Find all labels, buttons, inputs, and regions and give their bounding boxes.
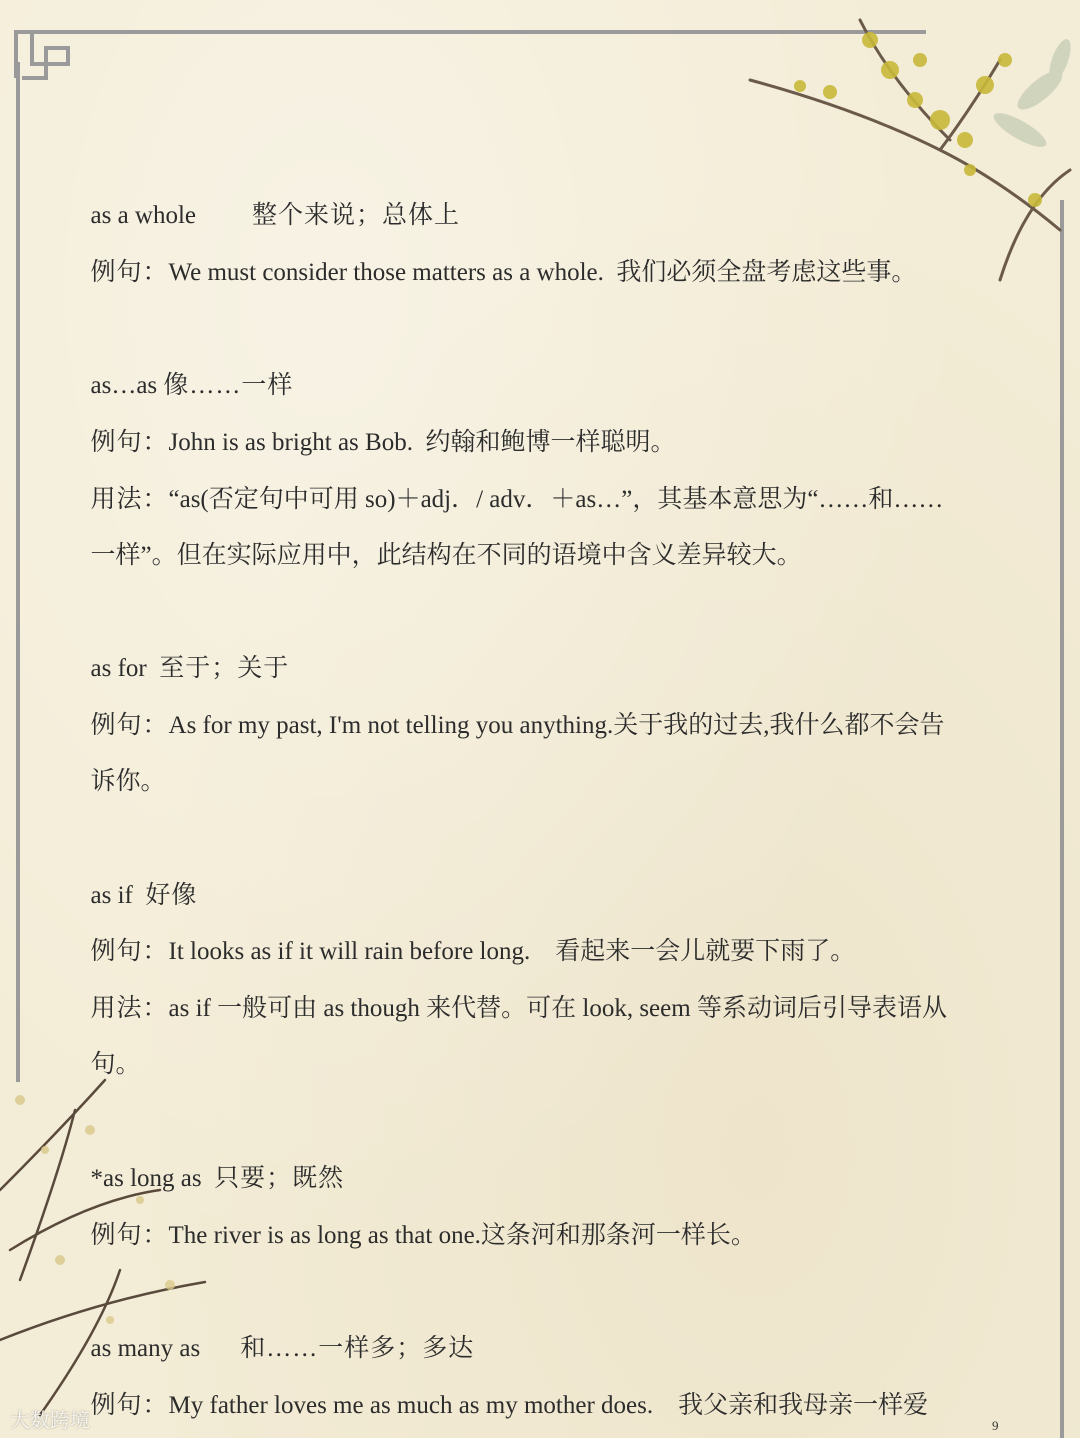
usage-line-continued: [78, 514, 802, 569]
phrase-text: as if: [90, 881, 133, 909]
meaning-text: 只要；既然: [214, 1164, 345, 1192]
entry-heading: [78, 1307, 474, 1362]
example-line: [78, 401, 675, 456]
page-number: 9: [992, 1418, 999, 1433]
corner-ornament-icon: [14, 28, 74, 84]
phrase-text: *as long as: [90, 1164, 202, 1192]
meaning-text: 和……一样多；多达: [240, 1334, 475, 1362]
example-label: 例句：: [90, 258, 169, 286]
example-line: [78, 910, 855, 965]
example-label: 例句：: [90, 711, 169, 739]
example-line: [78, 1194, 756, 1249]
frame-left-border: [16, 62, 20, 1082]
usage-line: [78, 458, 943, 513]
meaning-text: 至于；关于: [159, 654, 290, 682]
example-label: 例句：: [90, 937, 169, 965]
example-line: [78, 684, 945, 739]
usage-line-continued: [78, 1023, 141, 1078]
entry-heading: [78, 1137, 344, 1192]
entry-heading: [78, 854, 197, 909]
usage-text: 一样”。但在实际应用中，此结构在不同的语境中含义差异较大。: [90, 541, 802, 569]
example-text: 诉你。: [90, 767, 166, 795]
frame-right-border: [1060, 200, 1064, 1438]
phrase-text: as…as: [90, 371, 158, 399]
example-text: We must consider those matters as a whole. 我们必须全盘考虑这些事。: [168, 258, 917, 286]
example-line-continued: [78, 740, 166, 795]
example-text: John is as bright as Bob. 约翰和鲍博一样聪明。: [168, 428, 676, 456]
meaning-text: 像……一样: [163, 371, 294, 399]
entry-heading: [78, 627, 289, 682]
example-label: 例句：: [90, 1391, 169, 1419]
usage-line: [78, 967, 947, 1022]
example-text: My father loves me as much as my mother does. 我父亲和我母亲一样爱: [168, 1391, 929, 1419]
entry-heading: [78, 174, 460, 229]
example-label: 例句：: [90, 1221, 169, 1249]
phrase-text: as many as: [90, 1334, 201, 1362]
example-text: It looks as if it will rain before long. 看起来一会儿就要下雨了。: [168, 937, 856, 965]
example-label: 例句：: [90, 428, 169, 456]
entry-heading: [78, 344, 293, 399]
phrase-text: as for: [90, 654, 147, 682]
example-line: [78, 1364, 928, 1419]
usage-label: 用法：: [90, 994, 169, 1022]
usage-text: 句。: [90, 1050, 141, 1078]
usage-text: as if 一般可由 as though 来代替。可在 look, seem 等系动词后引导表语从: [168, 994, 947, 1022]
example-text: The river is as long as that one.这条河和那条河一样长。: [168, 1221, 756, 1249]
meaning-text: 整个来说；总体上: [252, 201, 461, 229]
watermark-text: 大数跨境: [10, 1410, 90, 1432]
example-text: As for my past, I'm not telling you anything.关于我的过去,我什么都不会告: [168, 711, 945, 739]
usage-text: “as(否定句中可用 so)＋adj．/ adv．＋as…”，其基本意思为“……和……: [168, 485, 944, 513]
usage-label: 用法：: [90, 485, 169, 513]
phrase-text: as a whole: [90, 201, 197, 229]
meaning-text: 好像: [145, 881, 198, 909]
example-line: [78, 231, 916, 286]
